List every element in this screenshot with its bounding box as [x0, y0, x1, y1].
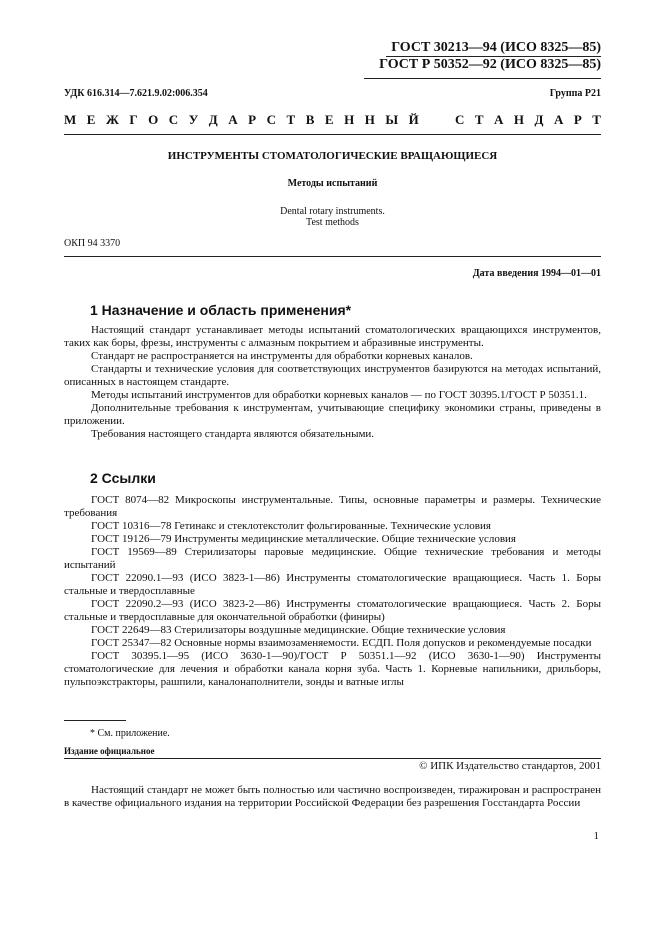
banner-letter: С	[266, 112, 276, 127]
banner-letter: У	[188, 112, 199, 127]
paragraph: Стандарты и технические условия для соответствующих инструментов базируются на методах испытаний, описанных в настоящем стандарте.	[64, 363, 601, 388]
english-title-line2: Test methods	[306, 217, 359, 228]
banner-letter: Н	[364, 112, 375, 127]
page-number: 1	[593, 830, 599, 842]
paragraph: Стандарт не распространяется на инструменты для обработки корневых каналов.	[91, 350, 473, 362]
footnote: * См. приложение.	[90, 728, 170, 739]
udk-code: УДК 616.314—7.621.9.02:006.354	[64, 88, 208, 99]
banner-letter: Г	[129, 112, 138, 127]
banner-letter: Т	[474, 112, 484, 127]
reference-item: ГОСТ 30395.1—95 (ИСО 3630-1—90)/ГОСТ Р 50351.1—92 (ИСО 3630-1—90) Инструменты стоматологические для лечения и обработки канала корня зуба. Часть 1. Корневые напильники, дрильборы, пульпоэкстракторы, рашпили, каналонаполнители, зонды и ватные иглы	[64, 650, 601, 688]
gost-designations	[379, 40, 601, 73]
english-title-line1: Dental rotary instruments.	[280, 206, 385, 217]
header-rule	[364, 78, 601, 79]
paragraph: Настоящий стандарт устанавливает методы испытаний стоматологических вращающихся инструментов, таких как боры, фрезы, инструменты с алмазным покрытием и абразивные инструменты.	[64, 324, 601, 349]
banner-letter: Ы	[385, 112, 399, 127]
document-subtitle: Методы испытаний	[287, 178, 378, 189]
banner-letter: Н	[513, 112, 525, 127]
banner-letter: Р	[573, 112, 582, 127]
reference-item: ГОСТ 8074—82 Микроскопы инструментальные. Типы, основные параметры и размеры. Технические требования	[64, 494, 601, 519]
okp-rule	[64, 256, 601, 257]
edition-rule	[64, 758, 601, 759]
okp-code: ОКП 94 3370	[64, 238, 121, 249]
section1-body	[64, 324, 601, 441]
banner-letter: Ж	[105, 112, 119, 127]
introduction-date: Дата введения 1994—01—01	[472, 268, 601, 279]
document-title: ИНСТРУМЕНТЫ СТОМАТОЛОГИЧЕСКИЕ ВРАЩАЮЩИЕСЯ	[167, 150, 498, 162]
banner-letter: Е	[86, 112, 96, 127]
gost-primary: ГОСТ 30213—94 (ИСО 8325—85)	[391, 40, 601, 55]
banner-letter: Р	[248, 112, 257, 127]
reproduction-notice	[64, 784, 601, 810]
banner-letter: Н	[344, 112, 355, 127]
banner-letter: Д	[208, 112, 218, 127]
paragraph: Дополнительные требования к инструментам, учитывающие специфику экономики страны, приведены в приложении.	[64, 402, 601, 427]
banner-letter: А	[228, 112, 238, 127]
banner-letter: А	[494, 112, 504, 127]
banner-letter: Д	[534, 112, 544, 127]
banner-letter: Й	[408, 112, 419, 127]
banner-letter: В	[305, 112, 315, 127]
reference-item: ГОСТ 19569—89 Стерилизаторы паровые медицинские. Общие технические требования и методы испытаний	[64, 546, 601, 571]
section1-heading: 1 Назначение и область применения*	[90, 302, 352, 318]
notice-text: Настоящий стандарт не может быть полностью или частично воспроизведен, тиражирован и распространен в качестве официального издания на территории Российской Федерации без разрешения Госстандарта России	[64, 784, 601, 809]
gost-secondary: ГОСТ Р 50352—92 (ИСО 8325—85)	[379, 57, 601, 72]
edition-label: Издание официальное	[64, 746, 155, 756]
reference-item: ГОСТ 19126—79 Инструменты медицинские металлические. Общие технические условия	[91, 533, 516, 545]
copyright: © ИПК Издательство стандартов, 2001	[419, 760, 601, 772]
banner-letter: Е	[324, 112, 334, 127]
standard-word	[455, 112, 601, 128]
banner-letter: А	[553, 112, 564, 127]
banner-letter: С	[168, 112, 179, 127]
section2-heading: 2 Ссылки	[90, 470, 156, 486]
interstate-standard-banner	[64, 112, 601, 128]
reference-item: ГОСТ 25347—82 Основные нормы взаимозаменяемости. ЕСДП. Поля допусков и рекомендуемые посадки	[91, 637, 592, 649]
paragraph: Методы испытаний инструментов для обработки корневых каналов — по ГОСТ 30395.1/ГОСТ Р 50351.1.	[91, 389, 587, 401]
section2-references	[64, 494, 601, 689]
banner-letter: С	[455, 112, 465, 127]
paragraph: Требования настоящего стандарта являются обязательными.	[91, 428, 375, 440]
interstate-word	[64, 112, 419, 128]
banner-letter: М	[64, 112, 77, 127]
banner-rule	[64, 134, 601, 135]
footnote-rule	[64, 720, 126, 721]
group-code: Группа Р21	[549, 88, 601, 99]
banner-letter: Т	[286, 112, 296, 127]
reference-item: ГОСТ 22649—83 Стерилизаторы воздушные медицинские. Общие технические условия	[91, 624, 506, 636]
banner-letter: Т	[592, 112, 601, 127]
reference-item: ГОСТ 22090.2—93 (ИСО 3823-2—86) Инструменты стоматологические вращающиеся. Часть 2. Боры стальные и твердосплавные для окончательной обработки (финиры)	[64, 598, 601, 623]
english-title	[64, 206, 601, 228]
banner-letter: О	[148, 112, 159, 127]
reference-item: ГОСТ 10316—78 Гетинакс и стеклотекстолит фольгированные. Технические условия	[91, 520, 491, 532]
reference-item: ГОСТ 22090.1—93 (ИСО 3823-1—86) Инструменты стоматологические вращающиеся. Часть 1. Боры стальные и твердосплавные	[64, 572, 601, 597]
